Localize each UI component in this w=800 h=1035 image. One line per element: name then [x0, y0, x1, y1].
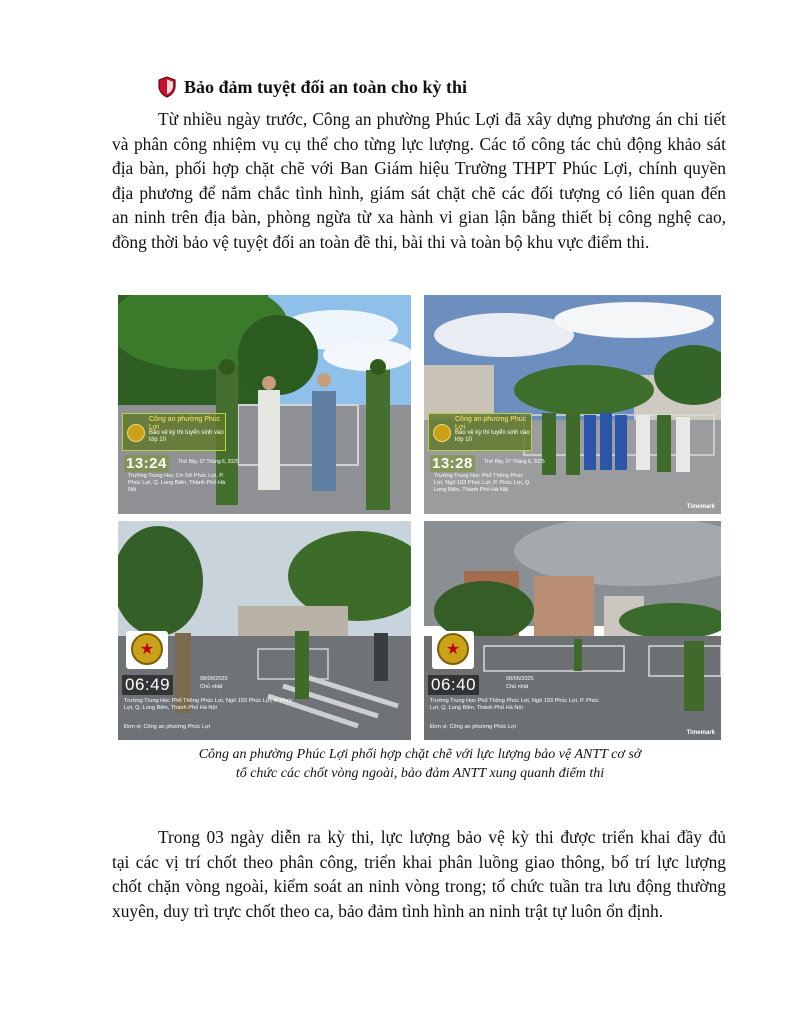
overlay-time: 13:28 [432, 455, 473, 472]
police-emblem [126, 631, 168, 669]
overlay-org: Công an phường Phúc Lợi [149, 416, 221, 431]
body-paragraph [112, 825, 726, 923]
police-badge-icon [433, 424, 451, 442]
timemark-brand: Timemark [686, 504, 715, 510]
overlay-date-value: 08/06/2025 [506, 676, 534, 682]
overlay-time: 06:49 [122, 675, 173, 695]
overlay-address: Trường Trung Học Cơ Sở Phúc Lợi, P. Phúc Lợi, Q. Long Biên, Thành Phố Hà Nội [128, 473, 226, 493]
intro-paragraph [112, 107, 726, 255]
timemark-brand: Timemark [686, 730, 715, 736]
overlay-desc: Bảo vệ kỳ thi tuyển sinh vào lớp 10 [149, 430, 224, 443]
police-emblem-icon [131, 633, 163, 665]
paragraph-line: địa bàn, phối hợp chặt chẽ với Ban Giám hiệu Trường THPT Phúc Lợi, chính quyền [112, 158, 726, 179]
paragraph-line: Từ nhiều ngày trước, Công an phường Phúc Lợi đã xây dựng phương án chi tiết [158, 109, 726, 129]
photo-checkpoint-4 [424, 521, 721, 740]
photo-caption [150, 745, 690, 783]
shield-icon [158, 76, 176, 98]
overlay-date: Thứ Bảy, 07 Tháng 6, 2025 [484, 459, 545, 465]
overlay-unit: Đơn vị: Công an phường Phúc Lợi [430, 724, 516, 730]
overlay-time: 13:24 [126, 455, 167, 472]
paragraph-line: chốt chặn vòng ngoài, kiểm soát an ninh vòng trong; tổ chức tuần tra lưu động thường [112, 876, 726, 897]
overlay-date [200, 675, 228, 691]
overlay-org: Công an phường Phúc Lợi [455, 416, 527, 431]
police-emblem-icon [437, 633, 469, 665]
paragraph-line: và phân công nhiệm vụ cụ thể cho từng lực lượng. Các tổ công tác chủ động khảo sát [112, 133, 726, 154]
overlay-weekday: Chủ nhật [506, 684, 529, 690]
police-badge-icon [127, 424, 145, 442]
photo-checkpoint-1 [118, 295, 411, 514]
paragraph-line: địa phương để nắm chắc tình hình, giám sát chặt chẽ các đối tượng có liên quan đến [112, 182, 726, 203]
paragraph-line: tại các vị trí chốt theo phân công, triển khai phân luồng giao thông, bố trí lực lượng [112, 851, 726, 872]
paragraph-line: đồng thời bảo vệ tuyệt đối an toàn đề thi, bài thi và toàn bộ khu vực điểm thi. [112, 231, 650, 252]
section-heading [158, 76, 467, 98]
paragraph-line: an ninh trên địa bàn, phòng ngừa từ xa hành vi gian lận bằng thiết bị công nghệ cao, [112, 207, 726, 228]
paragraph-line: xuyên, duy trì trực chốt theo ca, bảo đảm tình hình an ninh trật tự luôn ổn định. [112, 900, 664, 921]
police-emblem [432, 631, 474, 669]
overlay-info-box [428, 413, 532, 451]
overlay-weekday: Chủ nhật [200, 684, 223, 690]
photo-checkpoint-2 [424, 295, 721, 514]
overlay-time: 06:40 [428, 675, 479, 695]
overlay-unit: Đơn vị: Công an phường Phúc Lợi [124, 724, 210, 730]
overlay-address: Trường Trung Học Phổ Thông Phúc Lợi, Ngõ 193 Phúc Lợi, P. Phúc Lợi, Q. Long Biên, Thành Phố Hà Nội [430, 698, 599, 711]
caption-line: Công an phường Phúc Lợi phối hợp chặt chẽ với lực lượng bảo vệ ANTT cơ sở [198, 747, 642, 762]
paragraph-line: Trong 03 ngày diễn ra kỳ thi, lực lượng bảo vệ kỳ thi được triển khai đầy đủ [158, 827, 726, 847]
overlay-date [506, 675, 534, 691]
overlay-date: Thứ Bảy, 07 Tháng 6, 2025 [178, 459, 239, 465]
overlay-date-value: 08/06/2025 [200, 676, 228, 682]
photo-checkpoint-3 [118, 521, 411, 740]
overlay-info-box [122, 413, 226, 451]
heading-text: Bảo đảm tuyệt đối an toàn cho kỳ thi [184, 76, 468, 97]
overlay-desc: Bảo vệ kỳ thi tuyển sinh vào lớp 10 [455, 430, 530, 443]
caption-line: tổ chức các chốt vòng ngoài, bảo đảm ANTT xung quanh điểm thi [235, 766, 605, 781]
overlay-address: Trường Trung Học Phổ Thông Phúc Lợi, Ngõ 193 Phúc Lợi, P. Phúc Lợi, Q. Long Biên, Thành Phố Hà Nội [124, 698, 293, 711]
overlay-address: Trường Trung Học Phổ Thông Phúc Lợi, Ngõ 193 Phúc Lợi, P. Phúc Lợi, Q. Long Biên, Thành Phố Hà Nội [434, 473, 531, 493]
